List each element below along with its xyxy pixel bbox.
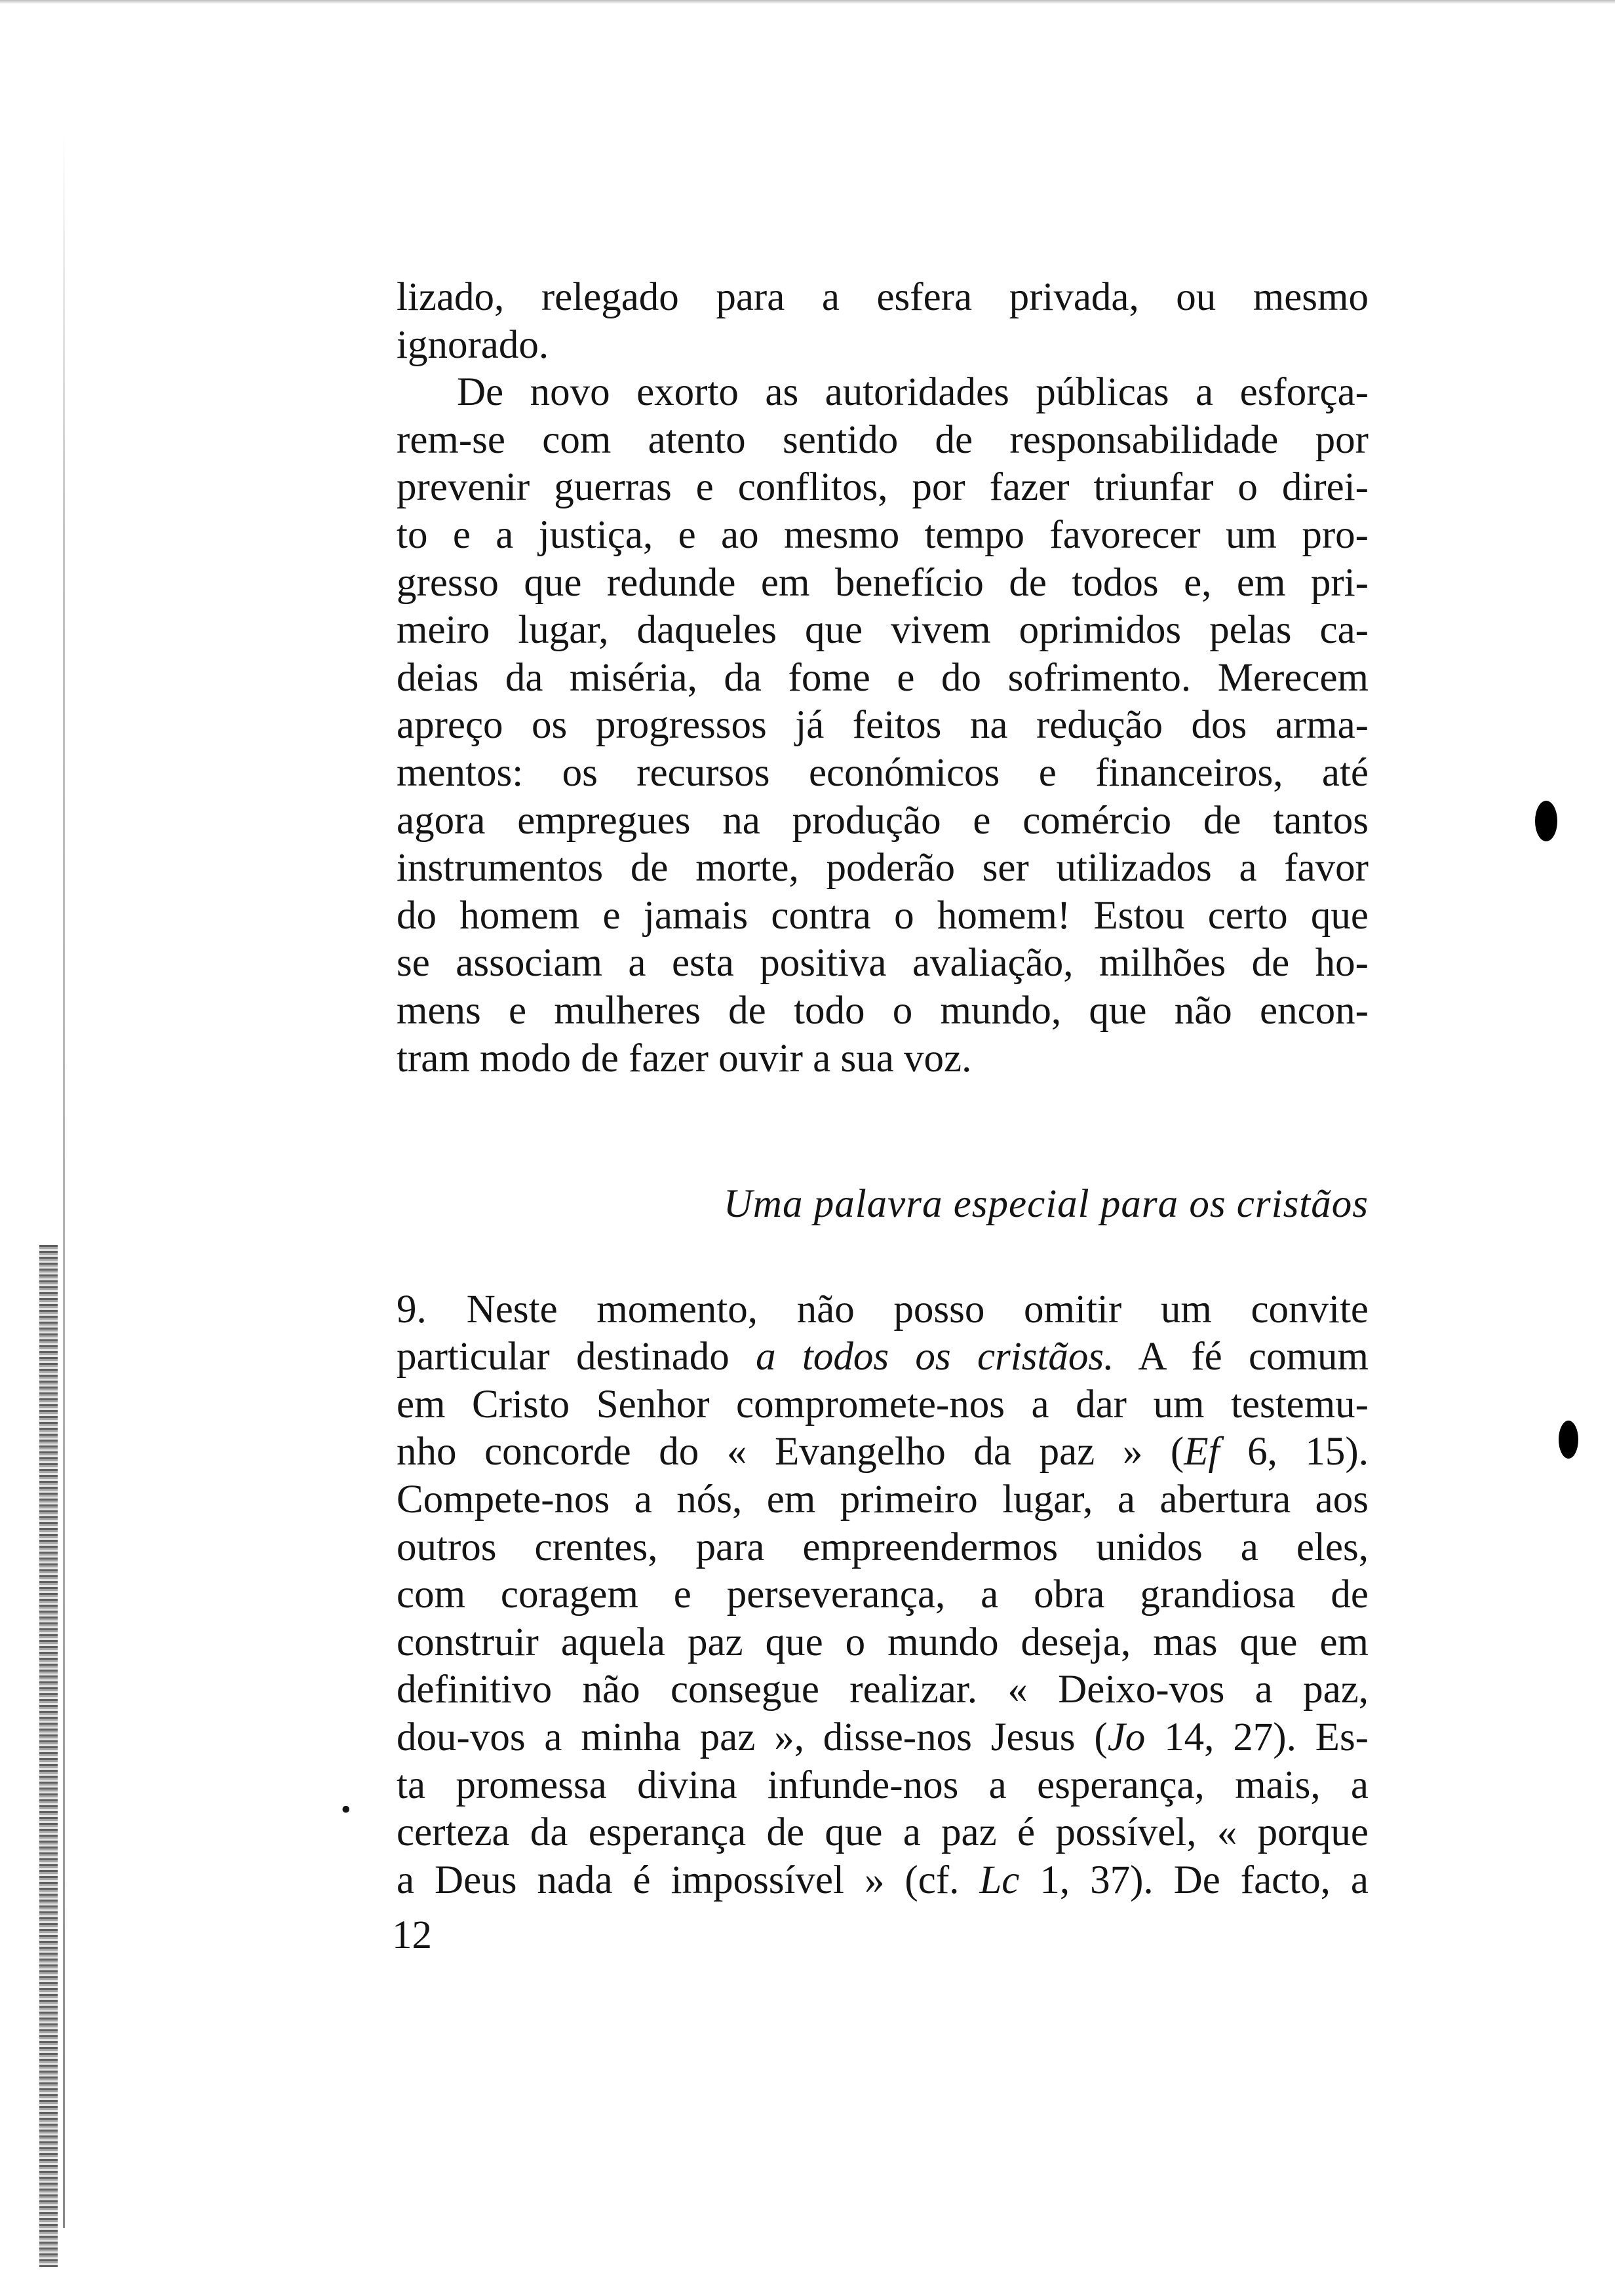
text-line: certeza da esperança de que a paz é possível, « porque	[397, 1810, 1369, 1855]
text-line: lizado, relegado para a esfera privada, ou mesmo	[397, 275, 1369, 319]
punch-hole-lower	[1559, 1421, 1578, 1459]
text-line: deias da miséria, da fome e do sofrimento. Merecem	[397, 655, 1369, 700]
page-top-edge	[0, 0, 1615, 4]
paragraph-number: 9.	[397, 1287, 427, 1331]
text-line: Compete-nos a nós, em primeiro lugar, a abertura aos	[397, 1478, 1369, 1522]
text-line	[397, 1857, 1369, 1905]
text-fragment: particular destinado	[397, 1335, 756, 1379]
section-heading: Uma palavra especial para os cristãos	[723, 1182, 1369, 1227]
citation-book: Lc	[979, 1858, 1020, 1902]
text-line: do homem e jamais contra o homem! Estou certo que	[397, 893, 1369, 938]
citation-book: Ef	[1184, 1430, 1220, 1474]
text-line: se associam a esta positiva avaliação, milhões de ho-	[397, 941, 1369, 985]
text-line: definitivo não consegue realizar. « Deixo-vos a paz,	[397, 1668, 1369, 1712]
text-line: ta promessa divina infunde-nos a esperança, mais, a	[397, 1763, 1369, 1807]
text-line	[397, 1333, 1369, 1381]
text-fragment: a Deus nada é impossível » (cf.	[397, 1858, 980, 1902]
text-fragment: nho concorde do « Evangelho da paz » (	[397, 1430, 1184, 1474]
text-line	[397, 1428, 1369, 1476]
binding-edge-line	[63, 131, 65, 2228]
citation-book: Jo	[1107, 1715, 1146, 1760]
text-fragment: A fé comum	[1114, 1335, 1369, 1379]
text-line: De novo exorto as autoridades públicas a esforça-	[457, 370, 1369, 415]
emphasis: a todos os cristãos.	[756, 1335, 1114, 1379]
text-line: apreço os progressos já feitos na redução dos arma-	[397, 703, 1369, 748]
page-number: 12	[392, 1913, 432, 1957]
text-line	[397, 1714, 1369, 1762]
margin-mark: •	[341, 1793, 351, 1826]
text-line: rem-se com atento sentido de responsabilidade por	[397, 417, 1369, 462]
text-line: ignorado.	[397, 322, 549, 367]
text-line: meiro lugar, daqueles que vivem oprimidos pelas ca-	[397, 608, 1369, 653]
text-line: com coragem e perseverança, a obra grandiosa de	[397, 1573, 1369, 1617]
binding-shadow	[39, 1245, 58, 2267]
text-fragment: 1, 37). De facto, a	[1019, 1858, 1369, 1902]
text-line: em Cristo Senhor compromete-nos a dar um testemu-	[397, 1382, 1369, 1426]
text-line: gresso que redunde em benefício de todos e, em pri-	[397, 560, 1369, 605]
punch-hole-upper	[1535, 801, 1557, 841]
text-line: construir aquela paz que o mundo deseja, mas que em	[397, 1620, 1369, 1664]
text-line: outros crentes, para empreendermos unidos a eles,	[397, 1525, 1369, 1569]
text-line: to e a justiça, e ao mesmo tempo favorecer um pro-	[397, 512, 1369, 557]
text-fragment: Neste momento, não posso omitir um convite	[466, 1287, 1369, 1331]
text-line: prevenir guerras e conflitos, por fazer triunfar o direi-	[397, 465, 1369, 510]
text-line: tram modo de fazer ouvir a sua voz.	[397, 1036, 972, 1081]
text-fragment: dou-vos a minha paz », disse-nos Jesus (	[397, 1715, 1108, 1760]
text-fragment: 6, 15).	[1219, 1430, 1369, 1474]
text-line: agora empregues na produção e comércio de tantos	[397, 798, 1369, 843]
text-line: mentos: os recursos económicos e financeiros, até	[397, 750, 1369, 795]
text-line	[397, 1286, 1369, 1334]
text-line: mens e mulheres de todo o mundo, que não encon-	[397, 988, 1369, 1033]
body-text	[397, 274, 1369, 1904]
text-fragment: 14, 27). Es-	[1145, 1715, 1369, 1760]
text-line: instrumentos de morte, poderão ser utilizados a favor	[397, 846, 1369, 890]
